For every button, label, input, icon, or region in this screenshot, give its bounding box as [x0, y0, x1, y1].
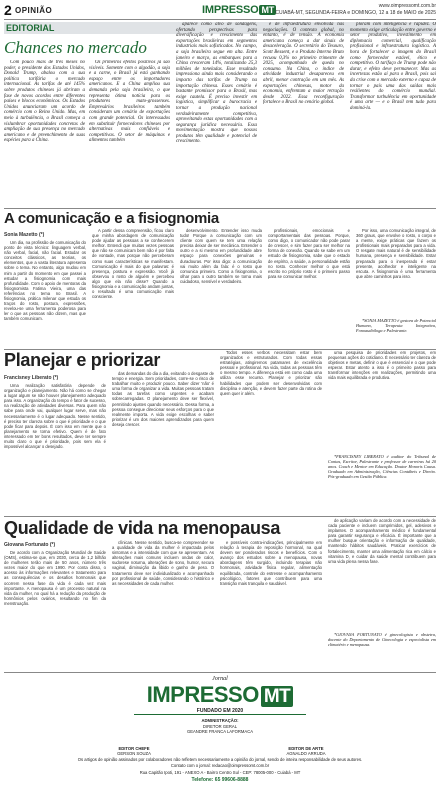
- masthead-disclaimer: Os artigos de opinião assinados por colaboradores não refletem necessariamente a opinião do jornal, sendo de inteira responsabilidade de seus autores.: [77, 757, 363, 762]
- masthead-founded: FUNDADO EM 2020: [196, 708, 244, 714]
- editorial-col1-text: Com pouco mais de três meses no poder, o presidente dos Estados Unidos, Donald Trump, abalou com a sua política tarifária o mercado internacional. As tarifas de até 145% sobre produtos chineses já abriram a fase de novos acordos entre diferentes países e blocos econômicos. Os Estados Unidos anunciaram um acordo de comércio com o Reino Unido. Mas, em meio à turbulência, o Brasil começa a vislumbrar oportunidades concretas de ampliação de sua presença no mercado americano e de preenchimento de suas espécies para a China.: [4, 60, 85, 144]
- article3-col4-text: de aplicação variam de acordo com a necessidade de cada paciente e incluem comprimidos, gel, adesivos e implantes. O acompanhamento médico é fundamental para garantir segurança e eficácia. É importante que a mulher busque orientação e informação de qualidade, mantendo hábitos saudáveis. Praticar exercícios de fortalecimento, manter uma alimentação rica em cálcio e vitamina D, e cuidar da saúde mental contribuem para uma vida plena nessa fase.: [328, 518, 436, 564]
- article2-title: Planejar e priorizar: [4, 350, 161, 370]
- divider-article1: [4, 208, 436, 209]
- divider-article3: [4, 516, 436, 517]
- masthead-logo: [4, 682, 436, 708]
- article2-bio-text: *FRANCISNEY LIBERATO é auditor do Tribunal de Contas, Escritor, Palestrante e professor de carreiras há 20 anos. Coach e Mentor em Educação. Doutor Honoris Causa. Graduado em Administração, Ciências Contábeis e Direito. Pós-graduado em Gestão Pública.: [328, 454, 436, 479]
- masthead-logo-text: IMPRESSO: [146, 682, 259, 707]
- masthead-admin-role: DIRETOR GERAL: [202, 724, 238, 729]
- article1-column-5: [356, 228, 436, 318]
- masthead-logo-suffix: MT: [261, 686, 293, 707]
- masthead-bar: [134, 714, 306, 715]
- article2-column-4: [328, 350, 436, 450]
- header-divider: [4, 19, 436, 20]
- editorial-col4-text: e de infraestrutura envolvida nas negociações. O contexto global, no entanto, é de tensão. A economia americana começa a dar sinais de desaceleração. O secretário do Tesouro, Scott Bessent, e o Produto Interno Bruto recuou 0,3% no primeiro trimestre de 2025, acompanhado de queda no consumo. Na China, o índice de atividade industrial desapareceu em abril, menor contração em um mês. As exportações chinesas, motor da economia, enfrentam a maior retração desde 2022. Essa reconfiguração fortalece o Brasil no cenário global.: [263, 22, 344, 106]
- masthead-admin-label: [4, 718, 436, 723]
- editorial-col5-text: ploram com inteligência e rapidez. O momento exige articulação entre governo e setor produtivo, investimento em diplomacia comercial, qualificação profissional e infraestrutura logística. A hora de fortalecer a imagem do Brasil como fornecedor estável, ético e competitivo. O tarifaço de Trump pode não durar, e efeito deve permanecer. Mas as incertezas estão aí para o Brasil, pois sai da crise com o mercado externo e capaz de tornar o país uma das saídas mais resilientes do comércio mundial. Transformar turbulência em oportunidade é uma arte — e o Brasil tem tudo para dominá-la.: [350, 22, 436, 111]
- editorial-column-5: [350, 22, 436, 204]
- article1-bio: [356, 318, 436, 346]
- article1-title: A comunicação e a fisiognomia: [4, 210, 219, 227]
- article2-column-3: [220, 350, 322, 513]
- dateline: CUIABÁ-MT, SEGUNDA-FEIRA e DOMINGO, 12 a 18 de MAIO de 2025: [275, 10, 436, 16]
- article2-column-2: [112, 371, 214, 513]
- article1-bio-text: *SONIA MAZETTO é gestora de Potencial Humano, Terapeuta Integrativa, Fonoaudióloga e Palestrante.: [356, 318, 436, 333]
- article1-col4-text: profissionais, emocionais e comportamentais das pessoas. Porque, como digo, o comunicador não pode parar de crescer, e sim fazer para ser melhor na forma de conexão. Quando se sabe em um estudo de fisiognomia, sabe que o estado de espírito, a saúde, a personalidade estão no rosto. Conhecer melhor o que está escrito no próprio rosto é o primeiro passo para se comunicar melhor.: [268, 228, 350, 279]
- role-right-name: AGNALDO ARRUDA: [286, 751, 326, 756]
- header-logo-suffix: MT: [261, 5, 275, 15]
- role-right-title: EDITOR DE ARTE: [288, 746, 324, 751]
- article1-col3-text: desenvolvimento. Entender isso muda tudo! Porque a comunicação com um cliente com quem se tem uma relação precisa deixar de ser mecânica. Entender o outro e a si mesmo em profundidade abre espaço para conexões genuínas e duradouras. Por isso digo: a comunicação vai muito além da fala: é o rosto que comunica primeiro. Como a fisiognomia, o olhar para o outro também se torna mais cuidadoso, sensível e verdadeiro.: [180, 228, 262, 284]
- article1-column-1: [4, 240, 86, 346]
- role-left-name: GERSON SOUZA: [117, 751, 151, 756]
- article2-col3-text: Todos esses verbos necessitam estar bem organizados e estruturados. Com todas essas estratégias, atingiremos patamares de excelência pessoal e profissional. Na vida, todas as pessoas têm o mesmo tempo. A diferença está em como cada uma utiliza esse recurso. Planejar e priorizar são habilidades que podem ser desenvolvidas com disciplina e atenção, e devem fazer parte da rotina de quem quer ir além.: [220, 350, 322, 396]
- article2-col2-text: das demandas do dia a dia, evitando o desgaste de tempo e energia. Sem prioridades, corre-se o risco de trabalhar muito e produzir pouco. Saber dizer 'não' é uma forma de organizar a vida. Muitas pessoas tratam todas as tarefas como urgentes e acabam sobrecarregadas. O planejamento deve ser flexível, permitindo ajustes quando necessário. Dessa forma, a pessoa consegue direcionar seus esforços para o que realmente importa. A vida exige escolhas e saber priorizar é um dos maiores aprendizados para quem deseja crescer.: [112, 371, 214, 427]
- masthead-admin-name: GEANDRE FRANCA LAFORMACA: [186, 729, 254, 734]
- article3-col2-text: clínicas. Nesse sentido, busca-se compreender se a qualidade de vida da mulher é impactada pelos sintomas e a intensidade com que se apresentam. As alterações mais comuns incluem ondas de calor, sudorese noturna, alterações de sono, humor, secura vaginal, diminuição da libido e ganho de peso. O tratamento deve ser individualizado e acompanhado por profissional de saúde, considerando o histórico e as necessidades de cada mulher.: [112, 540, 214, 586]
- article1-col2-text: A partir dessa compreensão, ficou claro que minha abordagem de comunicação pode ajudar as pessoas a se conhecerem melhor. Entendi que muitas vezes pessoas que não se comunicam bem não é por falta de vontade, mas porque não perceberam como suas características se manifestam. Comunicação é mais do que palavras: é presença, postura e expressão. Você já observou o rosto de alguém e percebeu algo que ela não disse? Quando a fisiognomia e a comunicação andam juntas, o resultado é uma comunicação mais consciente.: [92, 228, 174, 300]
- article1-col5-text: Por isso, uma comunicação integral, de 360 graus, que envolve o rosto, o corpo e a mente, exige práticas que fazem os profissionais mais preparados para a vida. O resgate mais natural é de sensibilidade humana, presença e sensibilidade. Estar preparado para o inesperado é estar presente, acolhedor e inteligente na escuta. A fisiognomia é uma ferramenta que abre caminhos para isso.: [356, 228, 436, 279]
- masthead-address: Rua Capitão Ipoti, 191 - ANEXO A - Bairro Centro Sul - CEP: 78005-000 - Cuiabá - MT: [139, 770, 301, 775]
- role-left-title: EDITOR CHEFE: [118, 746, 150, 751]
- article1-column-2: [92, 228, 174, 346]
- article2-bio: [328, 454, 436, 513]
- article2-col4-text: uma pesquisa de prioridades em projetos, em pequenas ações do cotidiano. É necessário ter clareza de objetivos e metas, definir o que é essencial e o que pode esperar. Estar atento a isso é o primeiro passo para transformar intenções em realizações, permitindo uma vida mais equilibrada e produtiva.: [328, 350, 436, 381]
- masthead-phone[interactable]: Telefone: 65 99606-8888: [191, 777, 249, 783]
- article3-author: Giovana Fortunato (*): [4, 542, 56, 548]
- header-logo-text: IMPRESSO: [202, 4, 259, 16]
- article1-col1-text: Um dia, na profissão de comunicação do ponto de vista técnico: linguagem verbal, não verbal, facial, não facial. Estudar os conceitos clássicos, as teorias, os elementos, que a vasta literatura apresenta sobre o tema. No entanto, algo mudou em mim a partir do momento em que passei a estudar a fisiognomia com mais profundidade. Com o apoio de mentoras da fisiognomista Fatima Vieira, uma das referências no tema no Brasil. A fisiognomia, prática milenar que estuda os traços do rosto, postura, expressões, revelou-se uma ferramenta poderosa para ler o que as pessoas não dizem, mas que também comunicam.: [4, 240, 86, 322]
- editorial-column-2: [89, 60, 170, 204]
- article3-bio: [328, 632, 436, 668]
- masthead: [4, 672, 436, 787]
- article1-author: Sonia Mazetto (*): [4, 232, 45, 238]
- article3-col3-text: e possíveis contra-indicações, principalmente em relação à terapia de reposição hormonal, na qual devem ser ponderados riscos e benefícios. Com o avanço dos estudos sobre a menopausa, novas abordagens têm surgido, incluindo terapias não hormonais, atividade física regular, alimentação equilibrada, controle do estresse e acompanhamento psicológico, fatores que contribuem para uma transição mais tranquila e saudável.: [220, 540, 322, 586]
- page-header: [4, 3, 436, 19]
- editorial-col3-text: aparece como alvo de sondagens, ofertando perspectivas para diversificação e crescimento das exportações brasileiras em segmentos industriais mais sofisticados. No campo, a soja brasileira segue em alta. Entre janeiro e março, as embarques para a China cresceram 14%, totalizando 25,3 milhões de toneladas. Esse resultado impressiona ainda mais considerando o impacto das tarifas de Trump na importação chinesa. Esses cenário é bastante promissor para o Brasil, mas exige cautela. É preciso investir em logística, simplificar a burocracia e tornar a produção nacional verdadeiramente competitiva, aproveitando estas oportunidades com a segurança jurídica necessária. Essa movimentação mostra que nossos produtos têm qualidade e potencial de crescimento.: [176, 22, 257, 145]
- article1-column-3: [180, 228, 262, 346]
- admin-label: ADMINISTRAÇÃO:: [201, 718, 239, 723]
- header-logo[interactable]: [202, 4, 276, 16]
- editorial-label: EDITORIAL: [4, 22, 436, 34]
- article3-bio-text: *GIOVANA FORTUNATO é ginecologista e obstetra, docente do Departamento de Ginecologia e especialista em climatério e menopausa.: [328, 632, 436, 647]
- masthead-role-left: [64, 746, 204, 756]
- article3-column-1: [4, 550, 106, 668]
- masthead-role-right: [236, 746, 376, 756]
- editorial-title: Chances no mercado: [4, 38, 147, 57]
- editorial-col2-text: Os primeiros efeitos positivos já são visíveis. Somente com o algodão, a soja e a carne, o Brasil já está ganhando espaço entre os importadores americanos. E a China ampliou sua demanda pela soja brasileira, o que representa ótima notícia para os produtores mato-grossenses. Empresários brasileiros também consideram um cenário de exportações com grande potencial. Os interessados em substituir fornecedores chineses por alternativas mais confiáveis e competitivas. O setor de máquinas e alimentos também: [89, 60, 170, 144]
- article2-column-1: [4, 383, 106, 513]
- article2-col1-text: Uma realização satisfatória depende de organização e planejamento. Não há como se chegar a lugar algum se não houver planejamento adequado para isso. A organização do tempo é fator de sucesso, na realização de atividades diversas. Para quem não sabe para onde vai, qualquer lugar serve, mas não necessariamente é o lugar adequado. Nesse sentido, é preciso ter clareza sobre o que é prioridade e o que pode ficar para depois. É com isso em mente que o planejamento se torna efetivo. Quem é de fato interessado em ter bons resultados, deve ter sempre muito claro o que é prioridade, pois sem ela é impossível alcançar o desejado.: [4, 383, 106, 450]
- article3-column-2: [112, 540, 214, 668]
- article3-title: Qualidade de vida na menopausa: [4, 518, 281, 538]
- site-url[interactable]: www.oimpressomt.com.br: [378, 3, 436, 9]
- page-number: 2: [4, 2, 12, 18]
- section-label: OPINIÃO: [15, 6, 53, 15]
- article3-column-4: [328, 518, 436, 628]
- article3-col1-text: De acordo com a Organização Mundial de Saúde (OMS), estima-se que, em 2030, cerca de 1,2 bilhão de mulheres terão mais de 50 anos, número três vezes maior do que em 1990. Por conta disso, o acesso às informações relevantes e tratamento para as consequências e os desafios hormonais que ocorrem nessa fase da vida é cada vez mais importante. A menopausa é um processo natural na vida da mulher, no qual há a redução da produção de hormônios pelos ovários, resultando no fim da menstruação.: [4, 550, 106, 606]
- masthead-jornal: Jornal: [212, 676, 228, 682]
- article1-column-4: [268, 228, 350, 346]
- article3-column-3: [220, 540, 322, 668]
- editorial-column-3: [176, 22, 257, 204]
- masthead-contact[interactable]: Contato com o jornal: redacao@oimpressomt.com.br: [170, 763, 270, 768]
- editorial-column-4: [263, 22, 344, 204]
- article2-author: Francisney Liberato (*): [4, 375, 59, 381]
- editorial-column-1: [4, 60, 85, 204]
